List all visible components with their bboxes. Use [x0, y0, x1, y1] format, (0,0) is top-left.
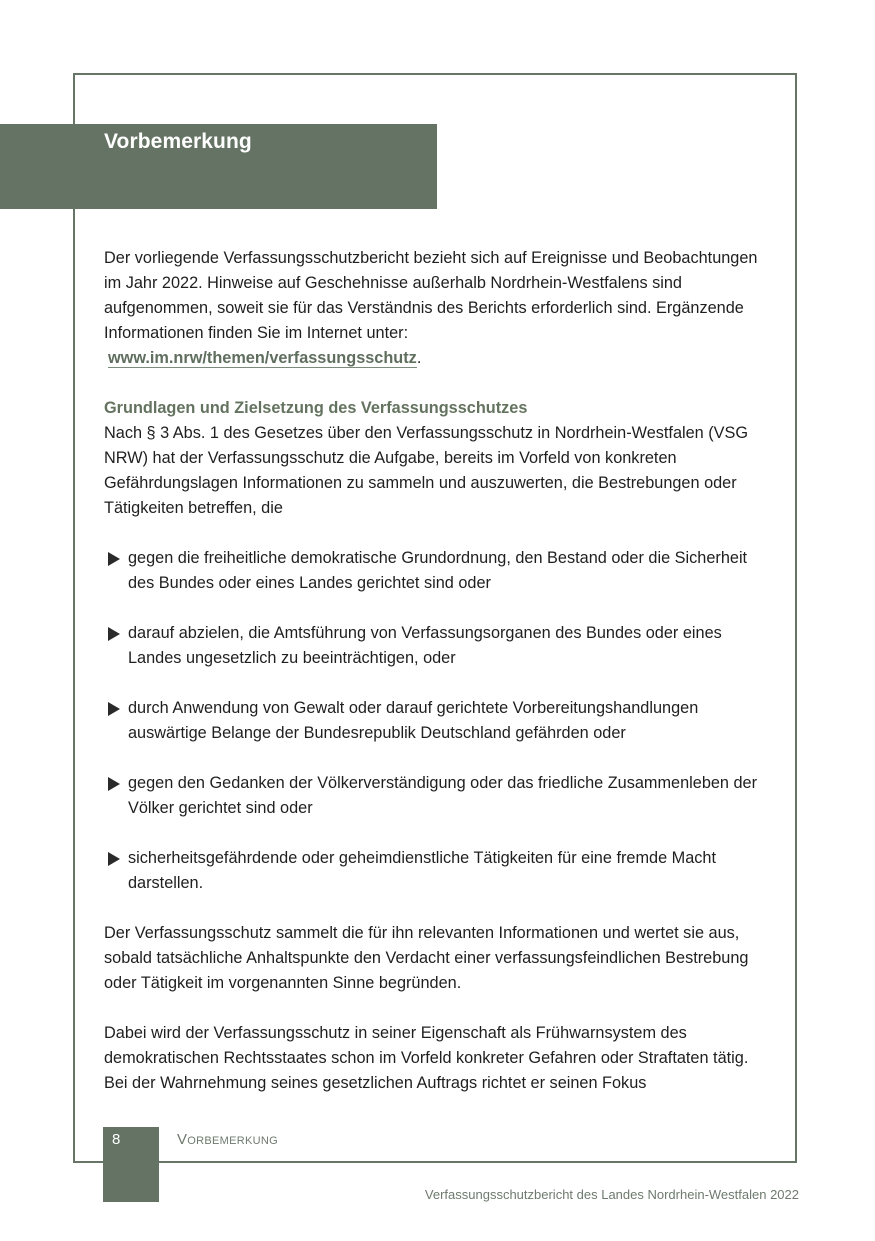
section-lead: Nach § 3 Abs. 1 des Gesetzes über den Verfassungsschutz in Nordrhein-Westfalen (VSG NRW) hat der Verfassungsschutz die Aufgabe, bereits im Vorfeld von konkreten Gefährdungslagen Informationen zu sammeln und auszuwerten, die Bestrebungen oder Tätigkeiten betreffen, die — [104, 424, 749, 517]
section-heading: Grundlagen und Zielsetzung des Verfassungsschutzes — [104, 399, 528, 417]
triangle-bullet-icon — [108, 852, 120, 866]
list-item-text: gegen den Gedanken der Völkerverständigung oder das friedliche Zusammenleben der Völker gerichtet sind oder — [128, 774, 758, 817]
bullet-list — [104, 546, 772, 896]
triangle-bullet-icon — [108, 552, 120, 566]
page-number: 8 — [112, 1131, 121, 1148]
list-item — [104, 846, 772, 896]
list-item — [104, 546, 772, 596]
external-link[interactable]: www.im.nrw/themen/verfassungsschutz — [108, 349, 417, 367]
intro-text: Der vorliegende Verfassungsschutzbericht bezieht sich auf Ereignisse und Beobachtungen im Jahr 2022. Hinweise auf Geschehnisse außerhalb Nordrhein-Westfalens sind aufgenommen, soweit sie für das Verständnis des Berichts erforderlich sind. Ergänzende Informationen finden Sie im Internet unter: — [104, 249, 758, 342]
main-content — [104, 246, 772, 1096]
link-suffix: . — [416, 349, 422, 367]
list-item-text: sicherheitsgefährdende oder geheimdienstliche Tätigkeiten für eine fremde Macht darstellen. — [128, 849, 716, 892]
triangle-bullet-icon — [108, 702, 120, 716]
intro-paragraph — [104, 246, 772, 371]
list-item-text: durch Anwendung von Gewalt oder darauf gerichtete Vorbereitungshandlungen auswärtige Belange der Bundesrepublik Deutschland gefährden oder — [128, 699, 699, 742]
body-paragraph: Dabei wird der Verfassungsschutz in seiner Eigenschaft als Frühwarnsystem des demokratischen Rechtsstaates schon im Vorfeld konkreter Gefahren oder Straftaten tätig. Bei der Wahrnehmung seines gesetzlichen Auftrags richtet er seinen Fokus — [104, 1024, 749, 1092]
footer-report-title: Verfassungsschutzbericht des Landes Nordrhein-Westfalen 2022 — [424, 1187, 799, 1202]
footer-section-name: Vorbemerkung — [177, 1131, 279, 1148]
list-item-text: gegen die freiheitliche demokratische Grundordnung, den Bestand oder die Sicherheit des Bundes oder eines Landes gerichtet sind oder — [128, 549, 748, 592]
list-item — [104, 771, 772, 821]
body-paragraph: Der Verfassungsschutz sammelt die für ihn relevanten Informationen und wertet sie aus, sobald tatsächliche Anhaltspunkte den Verdacht einer verfassungsfeindlichen Bestrebung oder Tätigkeit im vorgenannten Sinne begründen. — [104, 924, 749, 992]
list-item-text: darauf abzielen, die Amtsführung von Verfassungsorganen des Bundes oder eines Landes ungesetzlich zu beeinträchtigen, oder — [128, 624, 722, 667]
list-item — [104, 696, 772, 746]
triangle-bullet-icon — [108, 627, 120, 641]
list-item — [104, 621, 772, 671]
triangle-bullet-icon — [108, 777, 120, 791]
page-title: Vorbemerkung — [104, 130, 252, 153]
